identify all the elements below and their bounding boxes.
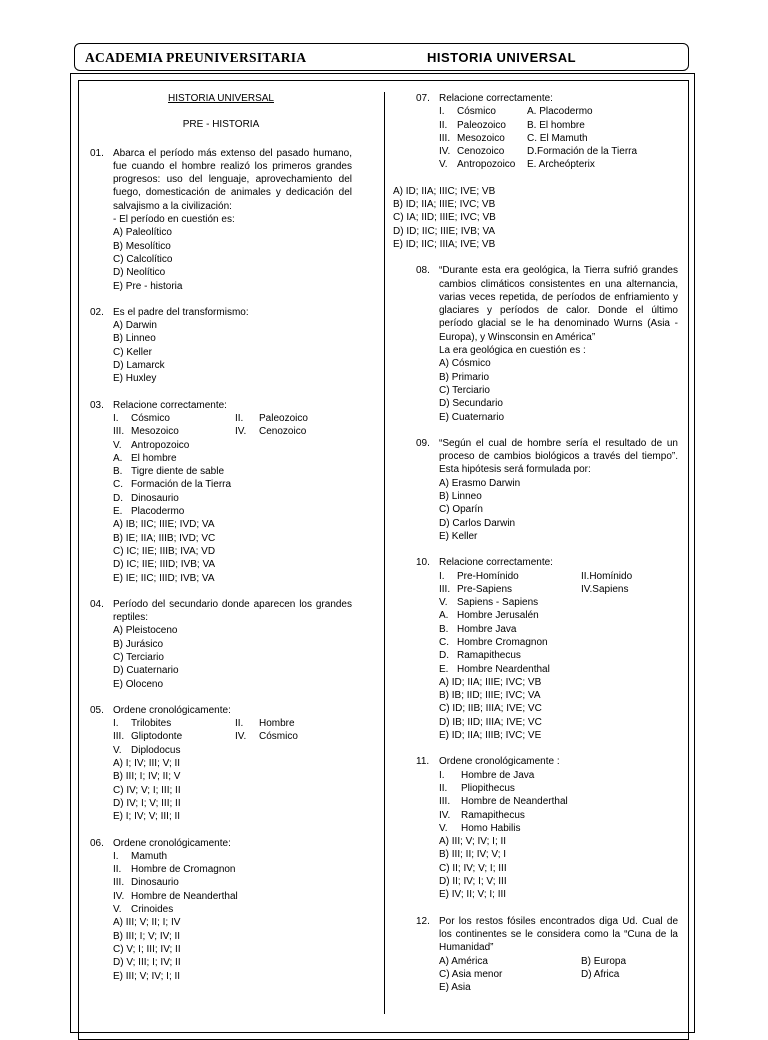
question-number: 02. <box>90 306 104 318</box>
options-block <box>393 185 678 251</box>
course-name: HISTORIA UNIVERSAL <box>427 50 577 65</box>
question-stem: Es el padre del transformismo: <box>113 306 249 318</box>
item-numeral: V. <box>439 159 448 171</box>
item-numeral: I. <box>439 769 445 781</box>
option: B) Primario <box>439 371 490 383</box>
item-text: Cósmico <box>259 731 298 743</box>
item-pair <box>439 570 678 583</box>
document-subtitle: PRE - HISTORIA <box>182 119 260 131</box>
item-text: Paleozoico <box>259 412 308 424</box>
question-number: 03. <box>90 399 104 411</box>
item-numeral: II. <box>113 864 122 876</box>
item-match: D.Formación de la Tierra <box>527 146 638 158</box>
question-number: 04. <box>90 598 104 610</box>
option: E) IV; II; V; I; III <box>439 889 507 901</box>
option: D) II; IV; I; V; III <box>439 876 507 888</box>
item-numeral: I. <box>113 412 119 424</box>
item-text: Trilobites <box>131 718 172 730</box>
item-text: Hombre de Cromagnon <box>131 864 236 876</box>
item-letter: B. <box>439 623 449 635</box>
item-pair <box>439 583 678 596</box>
question-stem: Ordene cronológicamente: <box>113 704 231 716</box>
item-text: Cósmico <box>457 106 496 118</box>
item-letter: A. <box>439 610 449 622</box>
item <box>439 636 678 649</box>
item-text: Crinoides <box>131 904 174 916</box>
item-text: Pliopithecus <box>461 782 515 794</box>
option: A) Paleolítico <box>113 227 172 239</box>
item-letter: E. <box>113 506 123 518</box>
item <box>113 744 352 757</box>
item-numeral: IV. <box>439 809 451 821</box>
item <box>113 903 352 916</box>
option: E) ID; IIA; IIIB; IVC; VE <box>439 730 542 742</box>
item-numeral: III. <box>113 426 125 438</box>
item-pair <box>113 412 352 425</box>
option: E) Keller <box>439 530 478 542</box>
option: A) III; V; II; I; IV <box>113 917 181 929</box>
item-text: Paleozoico <box>457 119 506 131</box>
item-text: Homo Habilis <box>461 822 521 834</box>
option: D) ID; IIC; IIIE; IVB; VA <box>393 225 496 237</box>
item-text: Placodermo <box>131 506 185 518</box>
item-numeral: III. <box>439 796 451 808</box>
item-text: Mesozoico <box>457 132 505 144</box>
item-numeral: III. <box>113 877 125 889</box>
item-pair <box>113 717 352 730</box>
question-number: 12. <box>416 915 430 927</box>
item <box>113 439 352 452</box>
question-number: 10. <box>416 557 430 569</box>
option: D) Lamarck <box>113 360 165 372</box>
option: B) Linneo <box>113 333 156 345</box>
option: D) Carlos Darwin <box>439 517 516 529</box>
item-text: El hombre <box>131 452 177 464</box>
question-08 <box>416 264 678 424</box>
item-text: Hombre Neardenthal <box>457 663 550 675</box>
item-numeral: II. <box>235 412 244 424</box>
item-text: Gliptodonte <box>131 731 183 743</box>
item <box>113 850 352 863</box>
item-text: Ramapithecus <box>461 809 525 821</box>
item-text: Hombre Java <box>457 623 517 635</box>
option: D) IB; IID; IIIA; IVE; VC <box>439 716 542 728</box>
option: C) Oparín <box>439 504 483 516</box>
item-text: Pre-Sapiens <box>457 583 513 595</box>
option: B) Europa <box>581 955 627 967</box>
item-match: C. El Mamuth <box>527 132 588 144</box>
question-02 <box>90 306 352 386</box>
option: D) Cuaternario <box>113 665 179 677</box>
column-divider <box>384 92 385 1014</box>
document-title: HISTORIA UNIVERSAL <box>168 93 274 104</box>
option: C) II; IV; V; I; III <box>439 862 507 874</box>
item-text: Mesozoico <box>131 426 179 438</box>
item-numeral: I. <box>113 850 119 862</box>
question-stem: “Según el cual de hombre sería el resultado de un proceso de cambios biológicos a través del tiempo”. Esta hipótesis será formulada por: <box>439 437 678 476</box>
item-numeral: V. <box>113 744 122 756</box>
item <box>439 596 678 609</box>
item-letter: E. <box>439 663 449 675</box>
option: C) Asia menor <box>439 968 503 980</box>
option: C) Terciario <box>113 651 164 663</box>
item-match: E. Archeópterix <box>527 159 595 171</box>
option: A) Darwin <box>113 320 157 332</box>
item-text: Hombre de Java <box>461 769 535 781</box>
option: E) Pre - historia <box>113 280 183 292</box>
options-grid <box>439 955 678 995</box>
question-stem: Período del secundario donde aparecen los grandes reptiles: <box>113 598 352 624</box>
question-09 <box>416 437 678 543</box>
left-column <box>90 92 352 996</box>
item-text: Cósmico <box>131 412 170 424</box>
option: D) Africa <box>581 968 620 980</box>
item-text: IV.Sapiens <box>581 583 629 595</box>
item-numeral: I. <box>113 718 119 730</box>
question-stem: Relacione correctamente: <box>439 557 553 569</box>
item <box>113 505 352 518</box>
item-numeral: V. <box>113 439 122 451</box>
question-stem: “Durante esta era geológica, la Tierra sufrió grandes cambios climáticos consistentes en una alternancia, varias veces repetida, de períodos de enfriamiento y glaciares y períodos de calor. Donde el último período glacial se le ha denominado Wurns (Asia - Europa), y Winsconsin en América” <box>439 265 678 343</box>
question-stem: Ordene cronológicamente: <box>113 837 231 849</box>
option: E) ID; IIC; IIIA; IVE; VB <box>393 238 496 250</box>
question-stem: Por los restos fósiles encontrados diga Ud. Cual de los continentes se le considera como la “Cuna de la Humanidad” <box>439 915 678 954</box>
item-text: Pre-Homínido <box>457 570 519 582</box>
item-text: Sapiens - Sapiens <box>457 597 539 609</box>
item <box>439 782 678 795</box>
option: A) Erasmo Darwin <box>439 477 521 489</box>
item-text: Antropozoico <box>131 439 190 451</box>
option: C) Calcolítico <box>113 253 173 265</box>
option: B) Mesolítico <box>113 240 171 252</box>
item-numeral: V. <box>113 904 122 916</box>
item-letter: A. <box>113 452 123 464</box>
option: C) IV; V; I; III; II <box>113 784 181 796</box>
item <box>113 452 352 465</box>
option: C) ID; IIB; IIIA; IVE; VC <box>439 703 542 715</box>
item-letter: D. <box>439 650 449 662</box>
question-number: 01. <box>90 147 104 159</box>
option: E) Oloceno <box>113 678 164 690</box>
item-pair <box>113 425 352 438</box>
item <box>113 465 352 478</box>
item-numeral: IV. <box>235 731 247 743</box>
item-text: Mamuth <box>131 850 168 862</box>
item-numeral: IV. <box>439 146 451 158</box>
item <box>439 769 678 782</box>
item-text: Dinosaurio <box>131 877 179 889</box>
item <box>113 492 352 505</box>
question-number: 07. <box>416 93 430 104</box>
option: A) América <box>439 955 488 967</box>
option: B) IE; IIA; IIIB; IVD; VC <box>113 532 216 544</box>
item-match: A. Placodermo <box>527 106 593 118</box>
item-text: II.Homínido <box>581 570 633 582</box>
question-stem: Ordene cronológicamente : <box>439 756 560 768</box>
question-10 <box>416 556 678 742</box>
item <box>439 623 678 636</box>
question-11 <box>416 755 678 901</box>
option: B) III; II; IV; V; I <box>439 849 507 861</box>
item-numeral: V. <box>439 822 448 834</box>
item-numeral: IV. <box>235 426 247 438</box>
option: E) III; V; IV; I; II <box>113 970 181 982</box>
item-text: Cenozoico <box>457 146 505 158</box>
option: D) V; III; I; IV; II <box>113 957 181 969</box>
item-text: Hombre de Neanderthal <box>461 796 568 808</box>
option: D) IV; I; V; III; II <box>113 797 181 809</box>
item-text: Hombre Cromagnon <box>457 636 548 648</box>
question-12 <box>416 915 678 995</box>
question-03 <box>90 399 352 585</box>
option: C) IC; IIE; IIIB; IVA; VD <box>113 545 216 557</box>
item-numeral: III. <box>439 583 451 595</box>
option: B) Linneo <box>439 491 482 503</box>
item-text: Tigre diente de sable <box>131 466 225 478</box>
option: D) Secundario <box>439 398 503 410</box>
option: D) Neolítico <box>113 267 166 279</box>
option: A) Pleistoceno <box>113 625 178 637</box>
option: E) Cuaternario <box>439 411 505 423</box>
header-banner <box>74 43 689 71</box>
option: C) IA; IID; IIIE; IVC; VB <box>393 212 496 224</box>
option: A) ID; IIA; IIIE; IVC; VB <box>439 676 542 688</box>
item <box>113 876 352 889</box>
question-01 <box>90 147 352 293</box>
item-text: Dinosaurio <box>131 492 179 504</box>
item-pair <box>113 730 352 743</box>
option: A) Cósmico <box>439 358 491 370</box>
question-stem: Relacione correctamente: <box>439 93 553 104</box>
item <box>439 809 678 822</box>
option: B) IB; IID; IIIE; IVC; VA <box>439 690 541 702</box>
option: E) I; IV; V; III; II <box>113 811 181 823</box>
match-row <box>439 145 678 158</box>
question-substem: La era geológica en cuestión es : <box>439 345 586 357</box>
item-numeral: II. <box>235 718 244 730</box>
item <box>439 649 678 662</box>
option: B) Jurásico <box>113 638 164 650</box>
right-column <box>393 92 678 1007</box>
item-letter: C. <box>113 479 123 491</box>
item-numeral: I. <box>439 570 445 582</box>
option: B) ID; IIA; IIIE; IVC; VB <box>393 199 496 211</box>
question-number: 05. <box>90 704 104 716</box>
option: C) Keller <box>113 346 152 358</box>
item-numeral: III. <box>439 132 451 144</box>
item-numeral: V. <box>439 597 448 609</box>
item-text: Hombre Jerusalén <box>457 610 539 622</box>
option: D) IC; IIE; IIID; IVB; VA <box>113 559 216 571</box>
academy-name: ACADEMIA PREUNIVERSITARIA <box>85 50 307 65</box>
match-row <box>439 158 678 171</box>
item-letter: B. <box>113 466 123 478</box>
question-04 <box>90 598 352 691</box>
option: B) III; I; V; IV; II <box>113 930 181 942</box>
option: A) I; IV; III; V; II <box>113 758 181 770</box>
item <box>113 863 352 876</box>
question-substem: - El período en cuestión es: <box>113 214 235 226</box>
item-letter: C. <box>439 636 449 648</box>
item-text: Cenozoico <box>259 426 307 438</box>
item <box>439 795 678 808</box>
item <box>439 663 678 676</box>
question-number: 08. <box>416 265 430 277</box>
item-text: Ramapithecus <box>457 650 521 662</box>
item-text: Diplodocus <box>131 744 181 756</box>
question-number: 06. <box>90 837 104 849</box>
item-text: Hombre de Neanderthal <box>131 890 238 902</box>
question-number: 09. <box>416 437 430 449</box>
item-match: B. El hombre <box>527 119 585 131</box>
match-row <box>439 105 678 118</box>
item-letter: D. <box>113 492 123 504</box>
item-numeral: IV. <box>113 890 125 902</box>
item-numeral: II. <box>439 119 448 131</box>
question-05 <box>90 704 352 824</box>
item-numeral: III. <box>113 731 125 743</box>
option: A) IB; IIC; IIIE; IVD; VA <box>113 519 215 531</box>
item-text: Formación de la Tierra <box>131 479 232 491</box>
option: C) Terciario <box>439 384 490 396</box>
item-numeral: I. <box>439 106 445 118</box>
item <box>113 890 352 903</box>
option: B) III; I; IV; II; V <box>113 771 181 783</box>
match-row <box>439 119 678 132</box>
item <box>439 609 678 622</box>
option: E) Asia <box>439 982 471 994</box>
option: C) V; I; III; IV; II <box>113 943 181 955</box>
item <box>439 822 678 835</box>
option: E) IE; IIC; IIID; IVB; VA <box>113 572 215 584</box>
option: A) ID; IIA; IIIC; IVE; VB <box>393 185 496 197</box>
item-numeral: II. <box>439 782 448 794</box>
question-06 <box>90 837 352 983</box>
question-stem: Relacione correctamente: <box>113 399 227 411</box>
item <box>113 478 352 491</box>
option: A) III; V; IV; I; II <box>439 836 507 848</box>
question-stem: Abarca el período más extenso del pasado humano, fue cuando el hombre realizó los primeros grandes progresos: uso del lenguaje, aprovechamiento del fuego, domesticación de animales y dedicación del salvajismo a la civilización: <box>113 147 352 212</box>
match-row <box>439 132 678 145</box>
item-text: Antropozoico <box>457 159 516 171</box>
option: E) Huxley <box>113 373 157 385</box>
question-07 <box>393 92 678 251</box>
question-number: 11. <box>416 756 430 768</box>
item-text: Hombre <box>259 718 295 730</box>
